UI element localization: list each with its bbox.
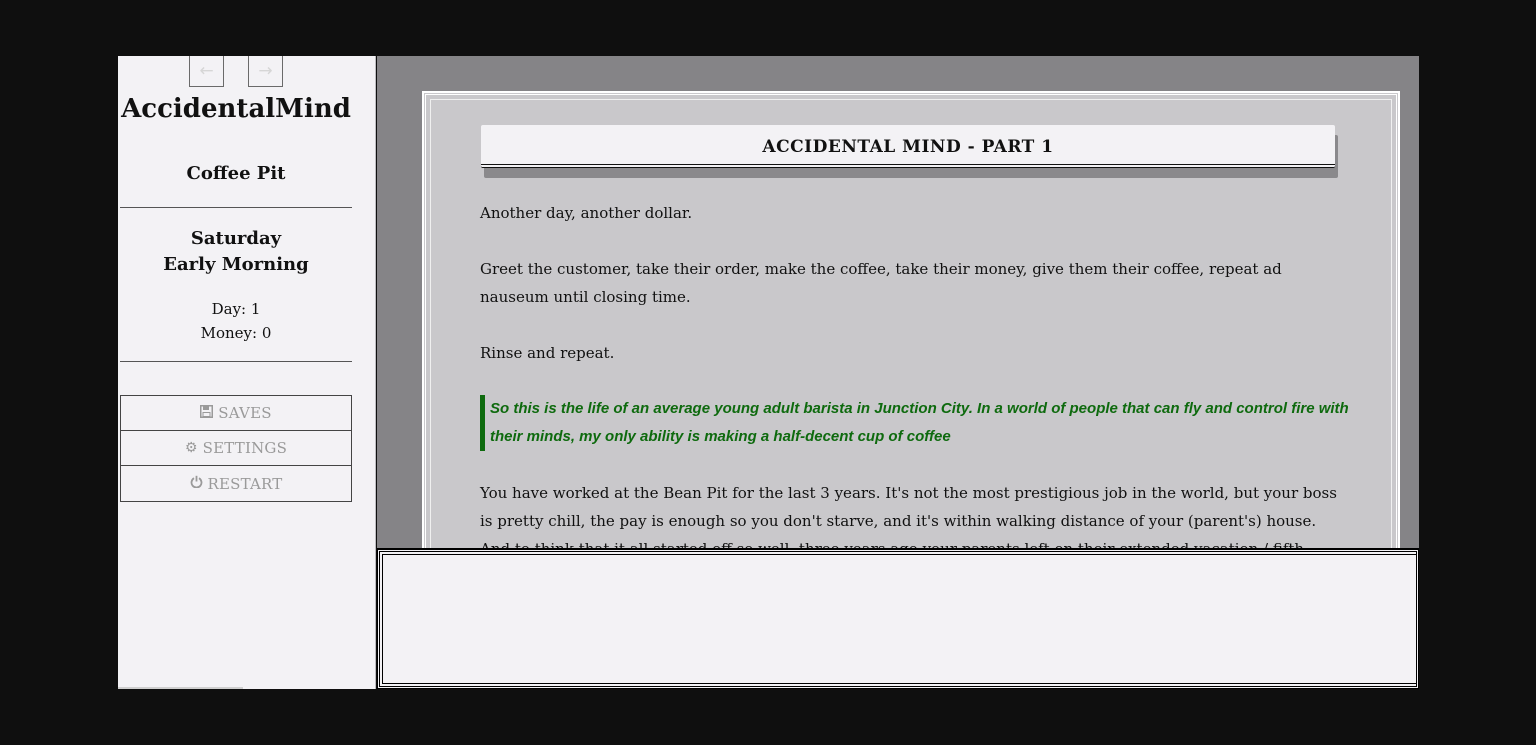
divider (120, 361, 352, 362)
game-window (118, 56, 1419, 689)
history-back-button[interactable] (189, 56, 224, 87)
day-counter: Day: 1 (211, 300, 261, 318)
settings-label: SETTINGS (202, 439, 288, 457)
power-icon (190, 475, 203, 492)
passage (423, 92, 1399, 562)
restart-label: RESTART (207, 474, 283, 493)
settings-button[interactable] (121, 431, 351, 466)
history-forward-button[interactable] (248, 56, 283, 87)
saves-button[interactable] (121, 396, 351, 431)
story-main[interactable] (377, 56, 1419, 689)
sidebar-scroll-indicator (118, 687, 243, 689)
passage-paragraph: Rinse and repeat. (480, 344, 615, 362)
gear-icon: ⚙ (184, 440, 198, 456)
sidebar-menu (120, 395, 352, 502)
restart-button[interactable] (121, 466, 351, 501)
arrow-right-icon: → (258, 60, 273, 81)
divider (120, 207, 352, 208)
passage-paragraph: Another day, another dollar. (480, 204, 693, 222)
time-of-day: Early Morning (163, 254, 309, 275)
dialog-frame (382, 554, 1416, 684)
saves-label: SAVES (218, 404, 272, 422)
passage-title: ACCIDENTAL MIND - PART 1 (481, 125, 1335, 168)
inner-thought: So this is the life of an average young adult barista in Junction City. In a world of people that can fly and control fire with their minds, my only ability is making a half-decent cup of coffee (480, 395, 1350, 451)
floppy-icon (200, 405, 213, 422)
sidebar (118, 56, 376, 689)
money-counter: Money: 0 (200, 324, 272, 342)
arrow-left-icon: ← (199, 60, 214, 81)
story-title: AccidentalMind (121, 94, 351, 124)
day-name: Saturday (190, 228, 282, 249)
location-label: Coffee Pit (186, 163, 286, 184)
passage-paragraph: You have worked at the Bean Pit for the last 3 years. It's not the most prestigious job in the world, but your boss is pretty chill, the pay is enough so you don't starve, and it's within walking distance of your (parent's) house. (480, 484, 1337, 530)
dialog-box (377, 549, 1419, 689)
passage-paragraph: Greet the customer, take their order, make the coffee, take their money, give them their coffee, repeat ad nauseum until closing time. (480, 260, 1282, 306)
